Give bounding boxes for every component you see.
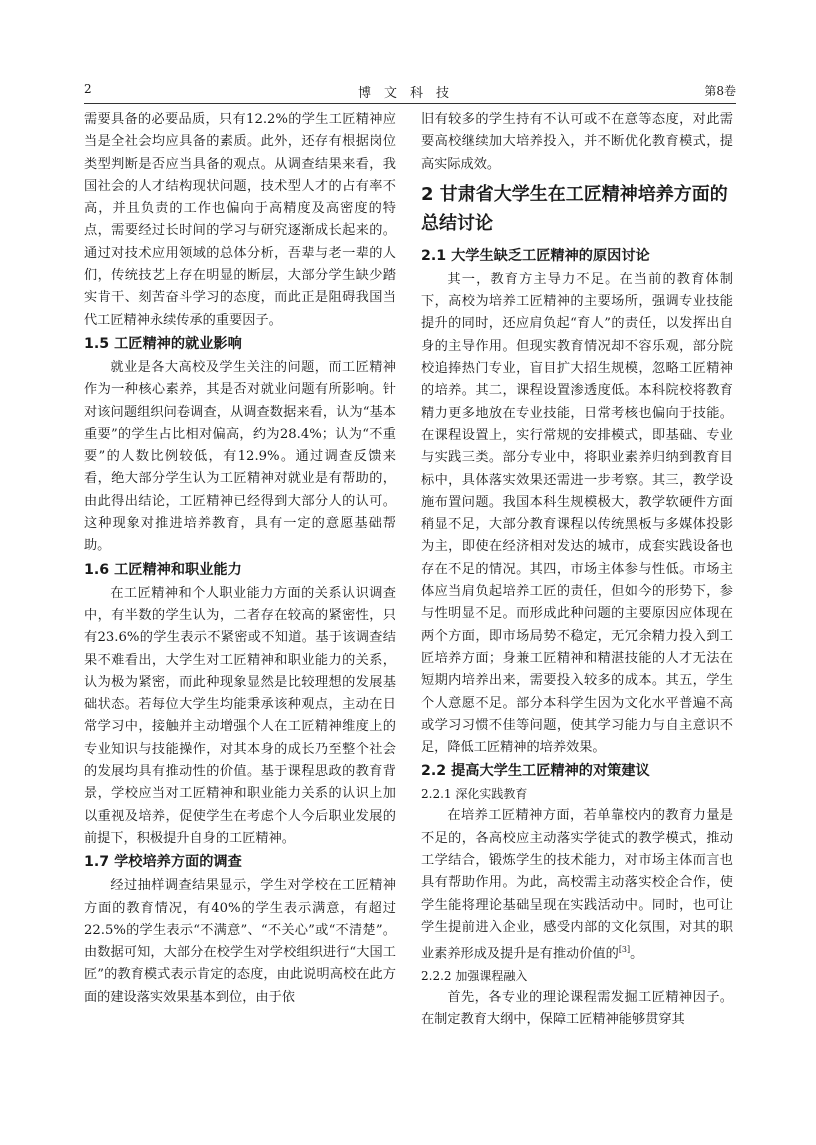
- paragraph-text: 在培养工匠精神方面，若单靠校内的教育力量是不足的，各高校应主动落实学徒式的教学模式，推动工学结合，锻炼学生的技术能力，对市场主体而言也具有帮助作用。为此，高校需主动落实校企合作，使学生能将理论基础呈现在实践活动中。同时，也可让学生提前进入企业，感受内部的文化氛围，对其的职业素养形成及提升是有推动价值的: [421, 808, 733, 962]
- page-number: 2: [84, 82, 92, 96]
- paragraph: [84, 357, 396, 558]
- paragraph: [421, 805, 733, 965]
- paragraph: [84, 583, 396, 851]
- paragraph: [84, 109, 396, 332]
- subsection-heading: [84, 558, 396, 583]
- journal-title: 博文科技: [357, 86, 462, 101]
- paragraph-text: 需要具备的必要品质，只有12.2%的学生工匠精神应当是全社会均应具备的素质。此外，还存有根据岗位类型判断是否应当具备的观点。从调查结果来看，我国社会的人才结构现状问题，技术型人才的占有率不高，并且负责的工作也偏向于高精度及高密度的特点，需要经过长时间的学习与研究逐渐成长起来的。通过对技术应用领域的总体分析，吾辈与老一辈的人们，传统技艺上存在明显的断层，大部分学生缺少踏实肯干、刻苦奋斗学习的态度，而此正是阻碍我国当代工匠精神永续传承的重要因子。: [84, 112, 396, 328]
- section-heading: [421, 180, 733, 238]
- left-column: [84, 109, 396, 1009]
- paragraph: [421, 269, 733, 760]
- subsection-heading: [421, 759, 733, 784]
- subsubsection-heading: [421, 784, 733, 805]
- subsection-heading: [421, 244, 733, 269]
- right-column: [421, 109, 733, 1031]
- paragraph-text: 其一，教育方主导力不足。在当前的教育体制下，高校为培养工匠精神的主要场所，强调专业技能提升的同时，还应肩负起“育人”的责任，以发挥出自身的主导作用。但现实教育情况却不容乐观，部分院校追捧热门专业，盲目扩大招生规模，忽略工匠精神的培养。其二，课程设置渗透度低。本科院校将教育精力更多地放在专业技能，日常考核也偏向于技能。在课程设置上，实行常规的安排模式，即基础、专业与实践三类。部分专业中，将职业素养归纳到教育目标中，具体落实效果还需进一步考察。其三，教学设施布置问题。我国本科生规模极大，教学软硬件方面稍显不足，大部分教育课程以传统黑板与多媒体投影为主，即使在经济相对发达的城市，成套实践设备也存在不足的情况。其四，市场主体参与性低。市场主体应当肩负起培养工匠的责任，但如今的形势下，参与性明显不足。而形成此种问题的主要原因应体现在两个方面，即市场局势不稳定，无冗余精力投入到工匠培养方面；身兼工匠精神和精湛技能的人才无法在短期内培养出来，需要投入较多的成本。其五，学生个人意愿不足。部分本科学生因为文化水平普遍不高或学习习惯不佳等问题，使其学习能力与自主意识不足，降低工匠精神的培养效果。: [421, 271, 733, 756]
- subsection-heading: [84, 850, 396, 875]
- volume-label: 第8卷: [704, 84, 736, 98]
- paragraph-text: 2.2.2 加强课程融入: [421, 968, 528, 983]
- paragraph-text: 旧有较多的学生持有不认可或不在意等态度，对此需要高校继续加大培养投入，并不断优化教育模式，提高实际成效。: [421, 112, 733, 172]
- citation-ref: [3]: [618, 945, 631, 955]
- paragraph-text: 经过抽样调查结果显示，学生对学校在工匠精神方面的教育情况，有40%的学生表示满意，有超过22.5%的学生表示“不满意”、“不关心”或“不清楚”。由数据可知，大部分在校学生对学校组织进行“大国工匠”的教育模式表示肯定的态度，由此说明高校在此方面的建设落实效果基本到位，由于依: [84, 878, 396, 1005]
- paragraph-text: 首先，各专业的理论课程需发掘工匠精神因子。在制定教育大纲中，保障工匠精神能够贯穿其: [421, 989, 733, 1028]
- paragraph-text: 。: [630, 946, 644, 962]
- paragraph-text: 就业是各大高校及学生关注的问题，而工匠精神作为一种核心素养，其是否对就业问题有所影响。针对该问题组织问卷调查，从调查数据来看，认为“基本重要”的学生占比相对偏高，约为28.4%；认为“不重要”的人数比例较低，有12.9%。通过调查反馈来看，绝大部分学生认为工匠精神对就业是有帮助的，由此得出结论，工匠精神已经得到大部分人的认可。这种现象对推进培养教育，具有一定的意愿基础帮助。: [84, 359, 396, 554]
- running-header: [84, 80, 736, 102]
- paragraph-text: 1.7 学校培养方面的调查: [84, 854, 242, 871]
- subsubsection-heading: [421, 966, 733, 987]
- header-rule: [84, 103, 736, 104]
- paragraph-text: 1.5 工匠精神的就业影响: [84, 335, 242, 352]
- subsection-heading: [84, 332, 396, 357]
- paragraph-text: 2.1 大学生缺乏工匠精神的原因讨论: [421, 247, 650, 264]
- paragraph-text: 2 甘肃省大学生在工匠精神培养方面的总结讨论: [421, 183, 728, 234]
- paragraph: [421, 987, 733, 1032]
- paragraph-text: 2.2.1 深化实践教育: [421, 787, 528, 802]
- paragraph: [84, 875, 396, 1009]
- paragraph-text: 在工匠精神和个人职业能力方面的关系认识调查中，有半数的学生认为，二者存在较高的紧密性，只有23.6%的学生表示不紧密或不知道。基于该调查结果不难看出，大学生对工匠精神和职业能力的关系，认为极为紧密，而此种现象显然是比较理想的发展基础状态。若每位大学生均能秉承该种观点，主动在日常学习中，接触并主动增强个人在工匠精神维度上的专业知识与技能操作，对其本身的成长乃至整个社会的发展均具有推动性的价值。基于课程思政的教育背景，学校应当对工匠精神和职业能力关系的认识上加以重视及培养，促使学生在考虑个人今后职业发展的前提下，积极提升自身的工匠精神。: [84, 585, 396, 846]
- paragraph-text: 2.2 提高大学生工匠精神的对策建议: [421, 763, 650, 780]
- paragraph-text: 1.6 工匠精神和职业能力: [84, 561, 242, 578]
- paragraph: [421, 109, 733, 176]
